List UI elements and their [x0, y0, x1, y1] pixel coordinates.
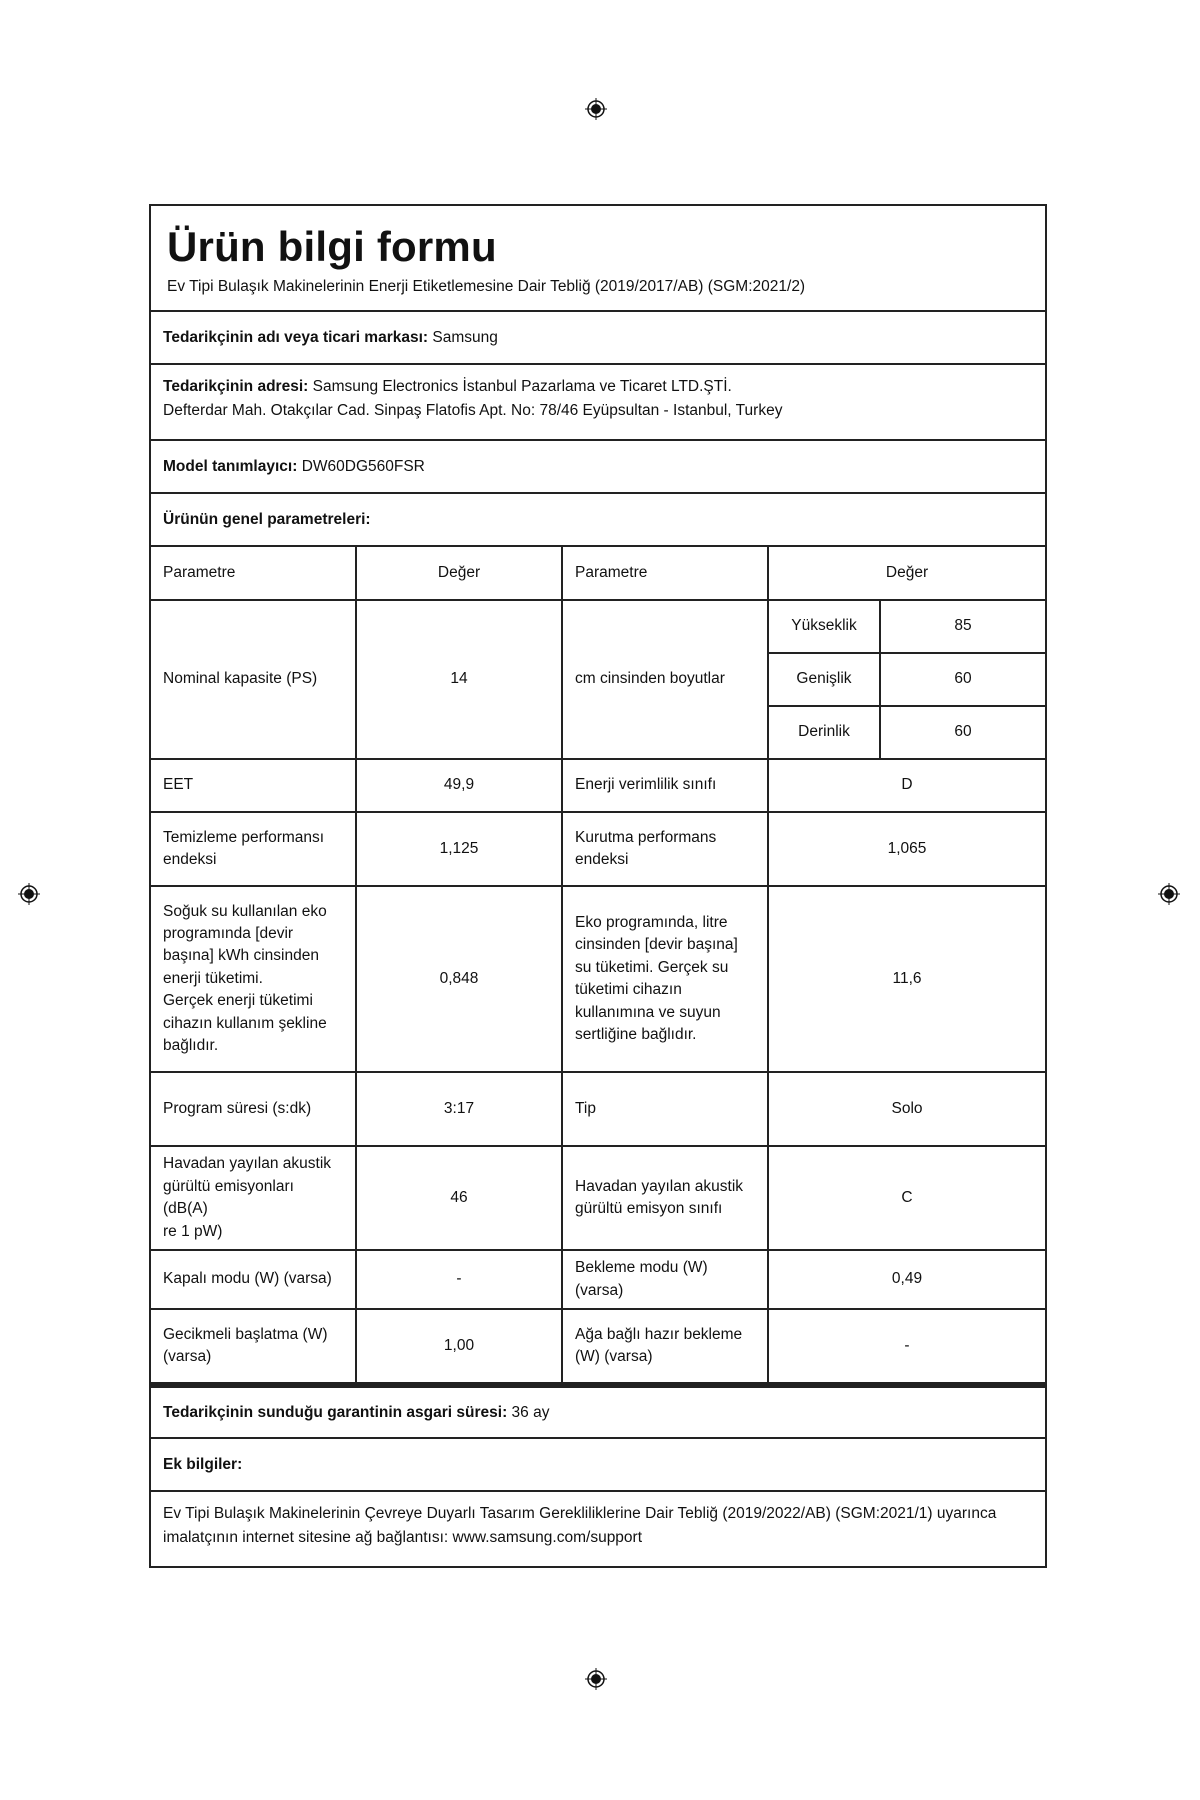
energy-consumption-line: programında [devir — [163, 925, 294, 943]
warranty-value: 36 ay — [511, 1403, 550, 1421]
noise-label — [151, 1146, 356, 1250]
delay-start-label-line: (varsa) — [163, 1348, 212, 1365]
networked-standby-label-line: (W) (varsa) — [575, 1348, 653, 1365]
supplier-address-label: Tedarikçinin adresi: — [163, 378, 309, 396]
header-value: Değer — [356, 547, 562, 600]
depth-value: 60 — [880, 706, 1045, 759]
type-value: Solo — [768, 1072, 1045, 1146]
dimensions-label: cm cinsinden boyutlar — [562, 600, 768, 759]
supplier-name-value: Samsung — [432, 328, 498, 346]
registration-mark-icon — [18, 883, 40, 905]
depth-label: Derinlik — [768, 706, 880, 759]
product-information-sheet — [149, 204, 1047, 1568]
noise-label-line: Havadan yayılan akustik — [163, 1155, 332, 1173]
supplier-address-line1: Samsung Electronics İstanbul Pazarlama ve Ticaret LTD.ŞTİ. — [312, 378, 732, 396]
height-label: Yükseklik — [768, 600, 880, 653]
header-parameter: Parametre — [562, 547, 768, 600]
noise-class-label — [562, 1146, 768, 1250]
drying-label — [562, 812, 768, 886]
eei-label: EET — [151, 759, 356, 812]
energy-consumption-line: bağlıdır. — [163, 1037, 219, 1055]
table-row — [151, 600, 1045, 653]
networked-standby-label-line: Ağa bağlı hazır bekleme — [575, 1325, 743, 1343]
energy-consumption-line: enerji tüketimi. — [163, 969, 263, 987]
cleaning-label-line: Temizleme performansı — [163, 828, 325, 846]
off-mode-value: - — [356, 1250, 562, 1309]
off-mode-label: Kapalı modu (W) (varsa) — [151, 1250, 356, 1309]
cleaning-label — [151, 812, 356, 886]
regulation-subtitle: Ev Tipi Bulaşık Makinelerinin Enerji Etiketlemesine Dair Tebliğ (2019/2017/AB) (SGM:2021/2) — [167, 278, 806, 296]
width-label: Genişlik — [768, 653, 880, 706]
eei-value: 49,9 — [356, 759, 562, 812]
header-parameter: Parametre — [151, 547, 356, 600]
general-params-heading: Ürünün genel parametreleri: — [163, 510, 371, 528]
height-value: 85 — [880, 600, 1045, 653]
water-consumption-line: sertliğine bağlıdır. — [575, 1026, 697, 1044]
model-row — [151, 441, 1045, 494]
additional-heading-row — [151, 1439, 1045, 1492]
table-row — [151, 1309, 1045, 1383]
energy-class-value: D — [768, 759, 1045, 812]
table-row — [151, 1146, 1045, 1250]
additional-info-line2: imalatçının internet sitesine ağ bağlantısı: www.samsung.com/support — [163, 1529, 643, 1547]
energy-consumption-line: cihazın kullanım şekline — [163, 1014, 327, 1032]
water-consumption-line: cinsinden [devir başına] — [575, 936, 738, 954]
registration-mark-icon — [1158, 883, 1180, 905]
supplier-address-row — [151, 365, 1045, 441]
energy-consumption-line: Gerçek enerji tüketimi — [163, 992, 313, 1010]
table-row — [151, 759, 1045, 812]
page-title: Ürün bilgi formu — [167, 223, 497, 270]
energy-class-label: Enerji verimlilik sınıfı — [562, 759, 768, 812]
supplier-name-row — [151, 312, 1045, 365]
water-consumption-line: kullanımına ve suyun — [575, 1003, 721, 1021]
table-row — [151, 1250, 1045, 1309]
width-value: 60 — [880, 653, 1045, 706]
registration-mark-icon — [585, 1668, 607, 1690]
capacity-label: Nominal kapasite (PS) — [151, 600, 356, 759]
warranty-label: Tedarikçinin sunduğu garantinin asgari süresi: — [163, 1403, 508, 1421]
water-consumption-line: Eko programında, litre — [575, 913, 728, 931]
model-label: Model tanımlayıcı: — [163, 457, 298, 475]
water-consumption-label — [562, 886, 768, 1072]
table-row — [151, 886, 1045, 1072]
drying-value: 1,065 — [768, 812, 1045, 886]
delay-start-value: 1,00 — [356, 1309, 562, 1383]
energy-consumption-line: başına] kWh cinsinden — [163, 947, 319, 965]
header-value: Değer — [768, 547, 1045, 600]
noise-label-line: re 1 pW) — [163, 1222, 223, 1240]
header-block — [151, 206, 1045, 312]
delay-start-label-line: Gecikmeli başlatma (W) — [163, 1325, 328, 1343]
energy-consumption-value: 0,848 — [356, 886, 562, 1072]
table-row — [151, 1072, 1045, 1146]
table-header-row — [151, 547, 1045, 600]
standby-mode-value: 0,49 — [768, 1250, 1045, 1309]
drying-label-line: endeksi — [575, 851, 629, 869]
noise-class-value: C — [768, 1146, 1045, 1250]
program-duration-label: Program süresi (s:dk) — [151, 1072, 356, 1146]
additional-info-row — [151, 1492, 1045, 1566]
networked-standby-value: - — [768, 1309, 1045, 1383]
water-consumption-line: tüketimi cihazın — [575, 981, 682, 999]
cleaning-label-line: endeksi — [163, 851, 217, 869]
type-label: Tip — [562, 1072, 768, 1146]
registration-mark-icon — [585, 98, 607, 120]
water-consumption-value: 11,6 — [768, 886, 1045, 1072]
params-table-row — [151, 547, 1045, 1386]
cleaning-value: 1,125 — [356, 812, 562, 886]
noise-class-label-line: Havadan yayılan akustik — [575, 1177, 744, 1195]
energy-consumption-label — [151, 886, 356, 1072]
general-params-heading-row — [151, 494, 1045, 547]
capacity-value: 14 — [356, 600, 562, 759]
additional-info-line1: Ev Tipi Bulaşık Makinelerinin Çevreye Duyarlı Tasarım Gerekliliklerine Dair Tebliğ (2019/2022/AB) (SGM:2021/1) uyarınca — [163, 1505, 997, 1522]
drying-label-line: Kurutma performans — [575, 828, 717, 846]
noise-label-line: gürültü emisyonları (dB(A) — [163, 1177, 294, 1218]
supplier-address-line2: Defterdar Mah. Otakçılar Cad. Sinpaş Flatofis Apt. No: 78/46 Eyüpsultan - Istanbul, Turkey — [163, 402, 783, 420]
table-row — [151, 812, 1045, 886]
delay-start-label — [151, 1309, 356, 1383]
standby-mode-label: Bekleme modu (W) (varsa) — [562, 1250, 768, 1309]
params-table — [151, 547, 1045, 1384]
program-duration-value: 3:17 — [356, 1072, 562, 1146]
noise-value: 46 — [356, 1146, 562, 1250]
water-consumption-line: su tüketimi. Gerçek su — [575, 958, 729, 976]
additional-heading: Ek bilgiler: — [163, 1455, 243, 1473]
model-value: DW60DG560FSR — [301, 457, 425, 475]
supplier-name-label: Tedarikçinin adı veya ticari markası: — [163, 328, 429, 346]
energy-consumption-line: Soğuk su kullanılan eko — [163, 902, 327, 920]
warranty-row — [151, 1386, 1045, 1439]
networked-standby-label — [562, 1309, 768, 1383]
noise-class-label-line: gürültü emisyon sınıfı — [575, 1200, 723, 1218]
